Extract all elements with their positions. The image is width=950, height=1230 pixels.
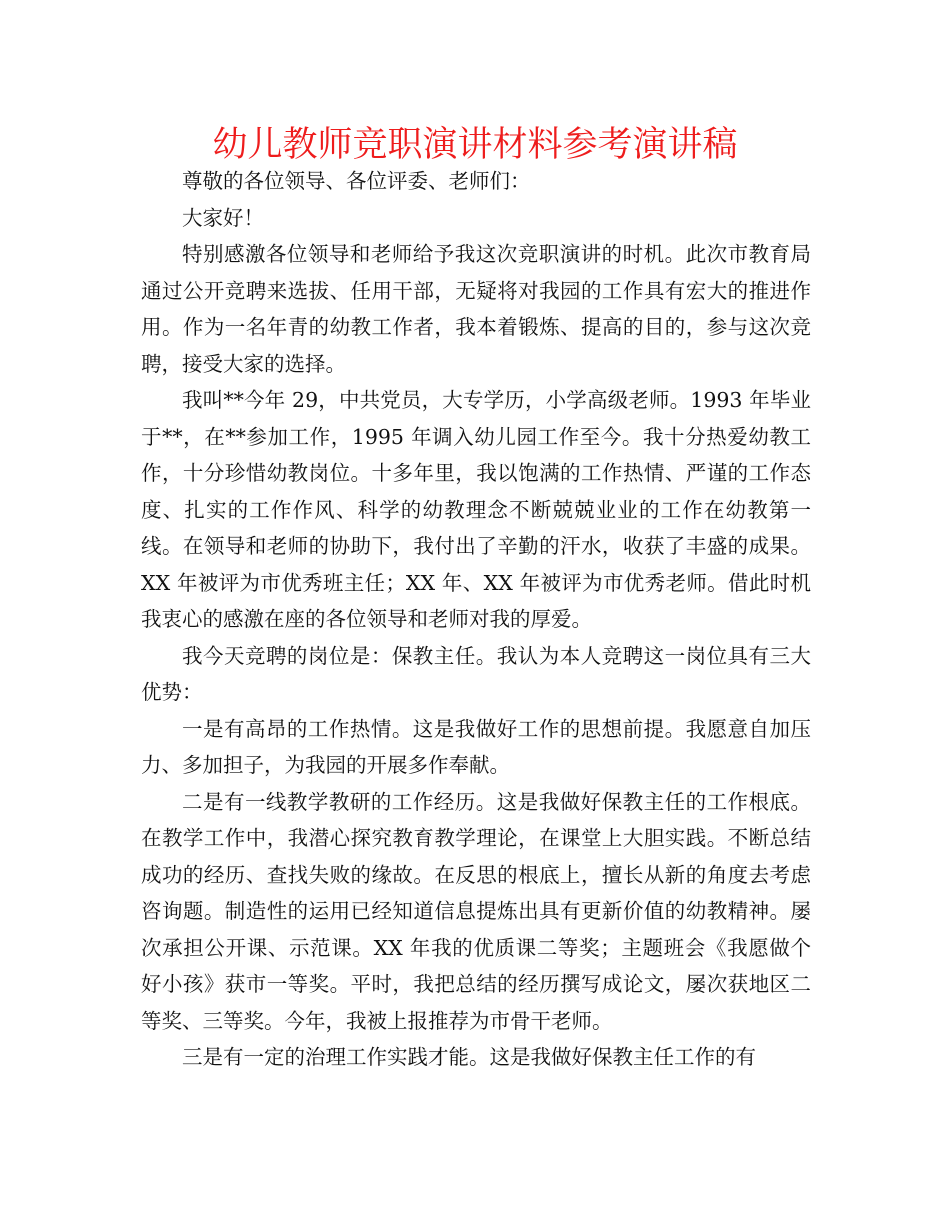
- paragraph-introduction: 我叫**今年 29，中共党员，大专学历，小学高级老师。1993 年毕业于**，在**参加工作，1995 年调入幼儿园工作至今。我十分热爱幼教工作，十分珍惜幼教岗位。十多年里，我以饱满的工作热情、严谨的工作态度、扎实的工作作风、科学的幼教理念不断兢兢业业的工作在幼教第一线。在领导和老师的协助下，我付出了辛勤的汗水，收获了丰盛的成果。XX 年被评为市优秀班主任；XX 年、XX 年被评为市优秀老师。借此时机我衷心的感激在座的各位领导和老师对我的厚爱。: [141, 388, 811, 631]
- paragraph-advantage-three: 三是有一定的治理工作实践才能。这是我做好保教主任工作的有: [182, 1045, 756, 1069]
- paragraph-advantage-one: 一是有高昂的工作热情。这是我做好工作的思想前提。我愿意自加压力、多加担子，为我园的开展多作奉献。: [141, 716, 811, 777]
- document-title: 幼儿教师竞职演讲材料参考演讲稿: [212, 125, 738, 165]
- paragraph-position: 我今天竞聘的岗位是：保教主任。我认为本人竞聘这一岗位具有三大优势：: [141, 643, 811, 704]
- document-body: [141, 163, 811, 1076]
- salutation: 尊敬的各位领导、各位评委、老师们：: [182, 169, 531, 193]
- paragraph-advantage-two: 二是有一线教学教研的工作经历。这是我做好保教主任的工作根底。在教学工作中，我潜心探究教育教学理论，在课堂上大胆实践。不断总结成功的经历、查找失败的缘故。在反思的根底上，擅长从新的角度去考虑咨询题。制造性的运用已经知道信息提炼出具有更新价值的幼教精神。屡次承担公开课、示范课。XX 年我的优质课二等奖；主题班会《我愿做个好小孩》获市一等奖。平时，我把总结的经历撰写成论文，屡次获地区二等奖、三等奖。今年，我被上报推荐为市骨干老师。: [141, 789, 811, 1033]
- greeting: 大家好！: [182, 205, 264, 230]
- paragraph-thanks: 特别感激各位领导和老师给予我这次竞职演讲的时机。此次市教育局通过公开竞聘来选拔、任用干部，无疑将对我园的工作具有宏大的推进作用。作为一名年青的幼教工作者，我本着锻炼、提高的目的，参与这次竞聘，接受大家的选择。: [141, 242, 811, 376]
